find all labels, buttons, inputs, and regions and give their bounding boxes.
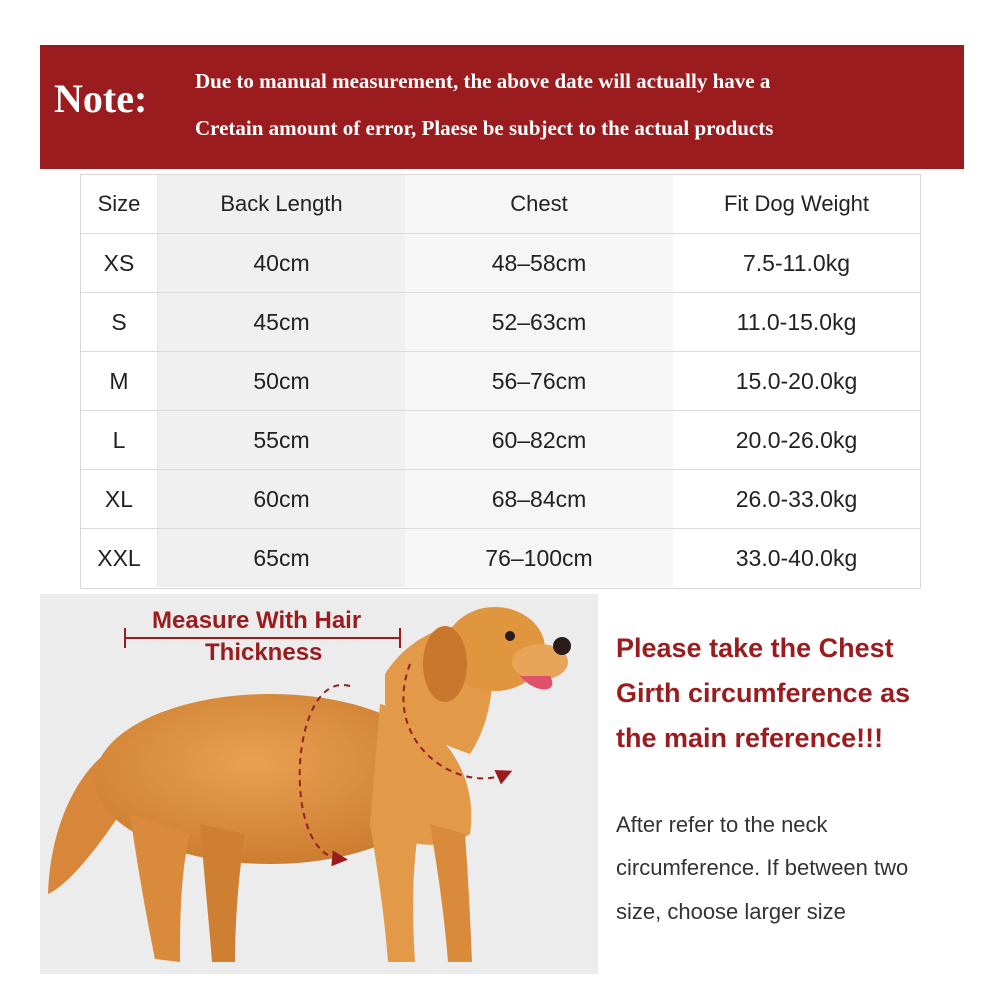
dog-eye [505,631,515,641]
table-row [81,352,920,411]
header-size: Size [81,175,158,233]
cell-size: XXL [81,529,158,587]
cell-weight: 7.5-11.0kg [673,234,920,292]
dog-leg-front [370,824,418,962]
dog-leg-front-2 [430,824,472,962]
dog-tongue [520,676,552,690]
cell-weight: 11.0-15.0kg [673,293,920,351]
advice-sub-line-3: size, choose larger size [616,899,846,924]
note-label: Note: [54,76,148,121]
cell-size: L [81,411,158,469]
dog-nose [553,637,571,655]
advice-main-line-3: the main reference!!! [616,723,884,753]
table-row [81,293,920,352]
size-table [80,174,921,589]
dog-illustration [40,594,598,974]
cell-weight: 33.0-40.0kg [673,529,920,587]
advice-sub-line-1: After refer to the neck [616,812,828,837]
cell-size: S [81,293,158,351]
cell-size: XL [81,470,158,528]
measure-label-line-2: Thickness [205,639,323,666]
cell-chest: 76–100cm [405,529,673,587]
table-row [81,470,920,529]
dog-leg-back-2 [200,824,245,962]
note-banner [40,45,964,169]
table-row [81,411,920,470]
cell-size: XS [81,234,158,292]
measure-label-line-1: Measure With Hair [152,607,362,634]
cell-chest: 60–82cm [405,411,673,469]
table-header-row [81,175,920,234]
dog-leg-back [130,814,190,962]
cell-size: M [81,352,158,410]
cell-back-length: 50cm [158,352,405,410]
cell-back-length: 55cm [158,411,405,469]
cell-chest: 48–58cm [405,234,673,292]
table-row [81,234,920,293]
dog-ear [423,626,467,702]
note-line-2: Cretain amount of error, Plaese be subject to the actual products [195,116,774,140]
cell-back-length: 65cm [158,529,405,587]
cell-chest: 68–84cm [405,470,673,528]
cell-chest: 52–63cm [405,293,673,351]
note-line-1: Due to manual measurement, the above date will actually have a [195,69,771,93]
header-back-length: Back Length [158,175,405,233]
cell-weight: 20.0-26.0kg [673,411,920,469]
header-fit-dog-weight: Fit Dog Weight [673,175,920,233]
cell-back-length: 60cm [158,470,405,528]
cell-back-length: 45cm [158,293,405,351]
table-row [81,529,920,588]
header-chest: Chest [405,175,673,233]
advice-main-line-2: Girth circumference as [616,678,911,708]
cell-weight: 15.0-20.0kg [673,352,920,410]
advice-main-line-1: Please take the Chest [616,633,894,663]
cell-chest: 56–76cm [405,352,673,410]
cell-weight: 26.0-33.0kg [673,470,920,528]
advice-sub-line-2: circumference. If between two [616,855,909,880]
cell-back-length: 40cm [158,234,405,292]
